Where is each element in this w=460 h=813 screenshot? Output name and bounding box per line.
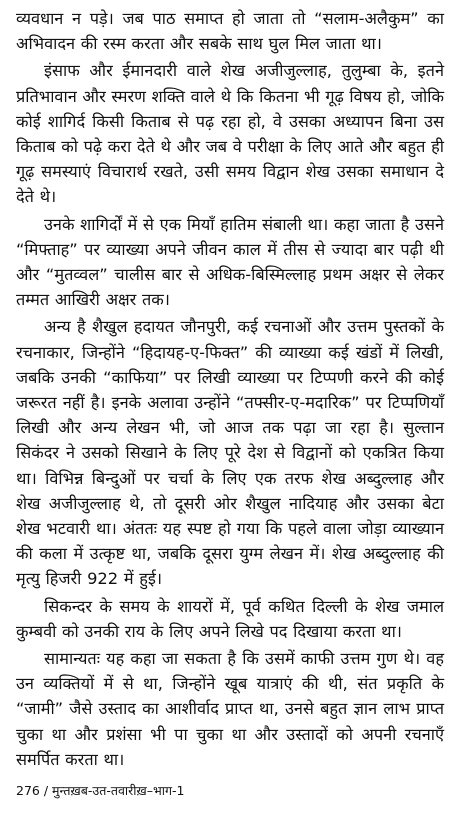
book-page	[16, 6, 444, 806]
page-footer: 276 / मुन्तख़ब-उत-तवारीख़–भाग-1	[16, 783, 185, 798]
paragraph-shaikh-azizullah: इंसाफ और ईमानदारी वाले शेख अजीजुल्लाह, तुलुम्बा के, इतने प्रतिभावान और स्मरण शक्ति वाले थे कि कितना भी गूढ़ विषय हो, जोकि कोई शागिर्द किसी किताब से पढ़ रहा हो, वे उसका अध्यापन बिना उस किताब को पढ़े करा देते थे और जब वे परीक्षा के लिए आते और बहुत ही गूढ़ समस्याएं विचारार्थ रखते, उसी समय विद्वान शेख उसका समाधान दे देते थे।	[16, 61, 444, 207]
paragraph-continuation: व्यवधान न पड़े। जब पाठ समाप्त हो जाता तो “सलाम-अलैकुम” का अभिवादन की रस्म करता और सबके साथ घुल मिल जाता था।	[16, 9, 444, 54]
paragraph-qualities: सामान्यतः यह कहा जा सकता है कि उसमें काफी उत्तम गुण थे। वह उन व्यक्तियों में से था, जिन्होंने खूब यात्राएं की थी, संत प्रकृति के “जामी” जैसे उस्ताद का आशीर्वाद प्राप्त था, उनसे बहुत ज्ञान लाभ प्राप्त चुका था और प्रशंसा भी पा चुका था और उस्तादों को अपनी रचनाएँ समर्पित करता था।	[16, 649, 444, 769]
body-text	[16, 6, 444, 772]
paragraph-shaikhul-hadayat: अन्य है शैखुल हदायत जौनपुरी, कई रचनाओं और उत्तम पुस्तकों के रचनाकार, जिन्होंने “हिदायह-ए-फिक्त” की व्याख्या कई खंडों में लिखी, जबकि उनकी “काफिया” पर लिखी व्याख्या पर टिप्पणी करने की कोई जरूरत नहीं है। इनके अलावा उन्होंने “तफ्सीर-ए-मदारिक” पर टिप्पणियाँ लिखी और अन्य लेखन भी, जो आज तक पढ़ा जा रहा है। सुल्तान सिकंदर ने उसको सिखाने के लिए पूरे देश से विद्वानों को एकत्रित किया था। विभिन्न बिन्दुओं पर चर्चा के लिए एक तरफ शेख अब्दुल्लाह और शेख अजीजुल्लाह थे, तो दूसरी ओर शैखुल नादियाह और उसका बेटा शेख भटवारी था। अंततः यह स्पष्ट हो गया कि पहले वाला जोड़ा व्याख्यान की कला में उत्कृष्ट था, जबकि दूसरा युग्म लेखन में। शेख अब्दुल्लाह की मृत्यु हिजरी 922 में हुई।	[16, 317, 444, 589]
paragraph-poets: सिकन्दर के समय के शायरों में, पूर्व कथित दिल्ली के शेख जमाल कुम्बवी को उनकी राय के लिए अपने लिखे पद दिखाया करता था।	[16, 596, 444, 641]
paragraph-miyan-hatim: उनके शागिर्दों में से एक मियाँ हातिम संबाली था। कहा जाता है उसने “मिफ्ताह” पर व्याख्या अपने जीवन काल में तीस से ज्यादा बार पढ़ी थी और “मुतव्वल” चालीस बार से अधिक-बिस्मिल्लाह प्रथम अक्षर से लेकर तम्मत आखिरी अक्षर तक।	[16, 214, 444, 310]
